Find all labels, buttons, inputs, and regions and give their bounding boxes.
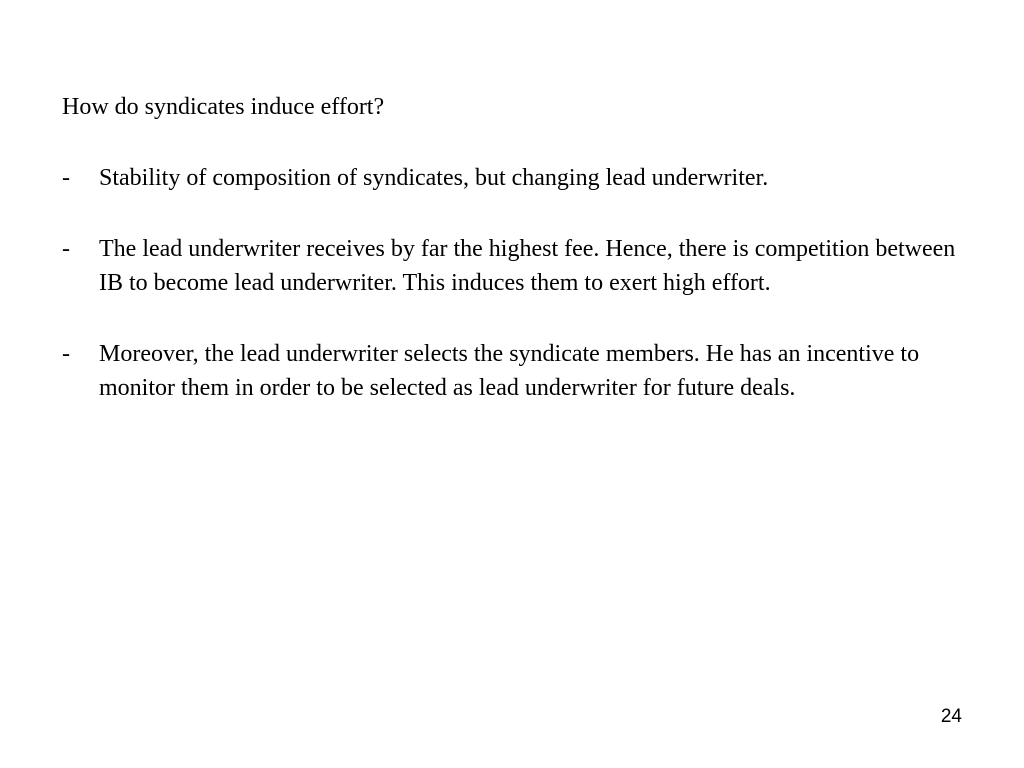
bullet-dash: - [62, 165, 70, 191]
bullet-text: The lead underwriter receives by far the highest fee. Hence, there is competition between IB to become lead underwriter. This induces them to exert high effort. [99, 236, 956, 296]
page-number: 24 [940, 706, 962, 727]
bullet-text: Stability of composition of syndicates, but changing lead underwriter. [99, 165, 769, 191]
bullet-dash: - [62, 341, 70, 367]
slide-content [62, 90, 962, 442]
bullet-item [62, 337, 962, 405]
bullet-dash: - [62, 236, 70, 262]
bullet-text: Moreover, the lead underwriter selects the syndicate members. He has an incentive to monitor them in order to be selected as lead underwriter for future deals. [99, 341, 920, 401]
slide-question: How do syndicates induce effort? [62, 94, 385, 120]
bullet-item [62, 161, 962, 195]
bullet-item [62, 232, 962, 300]
